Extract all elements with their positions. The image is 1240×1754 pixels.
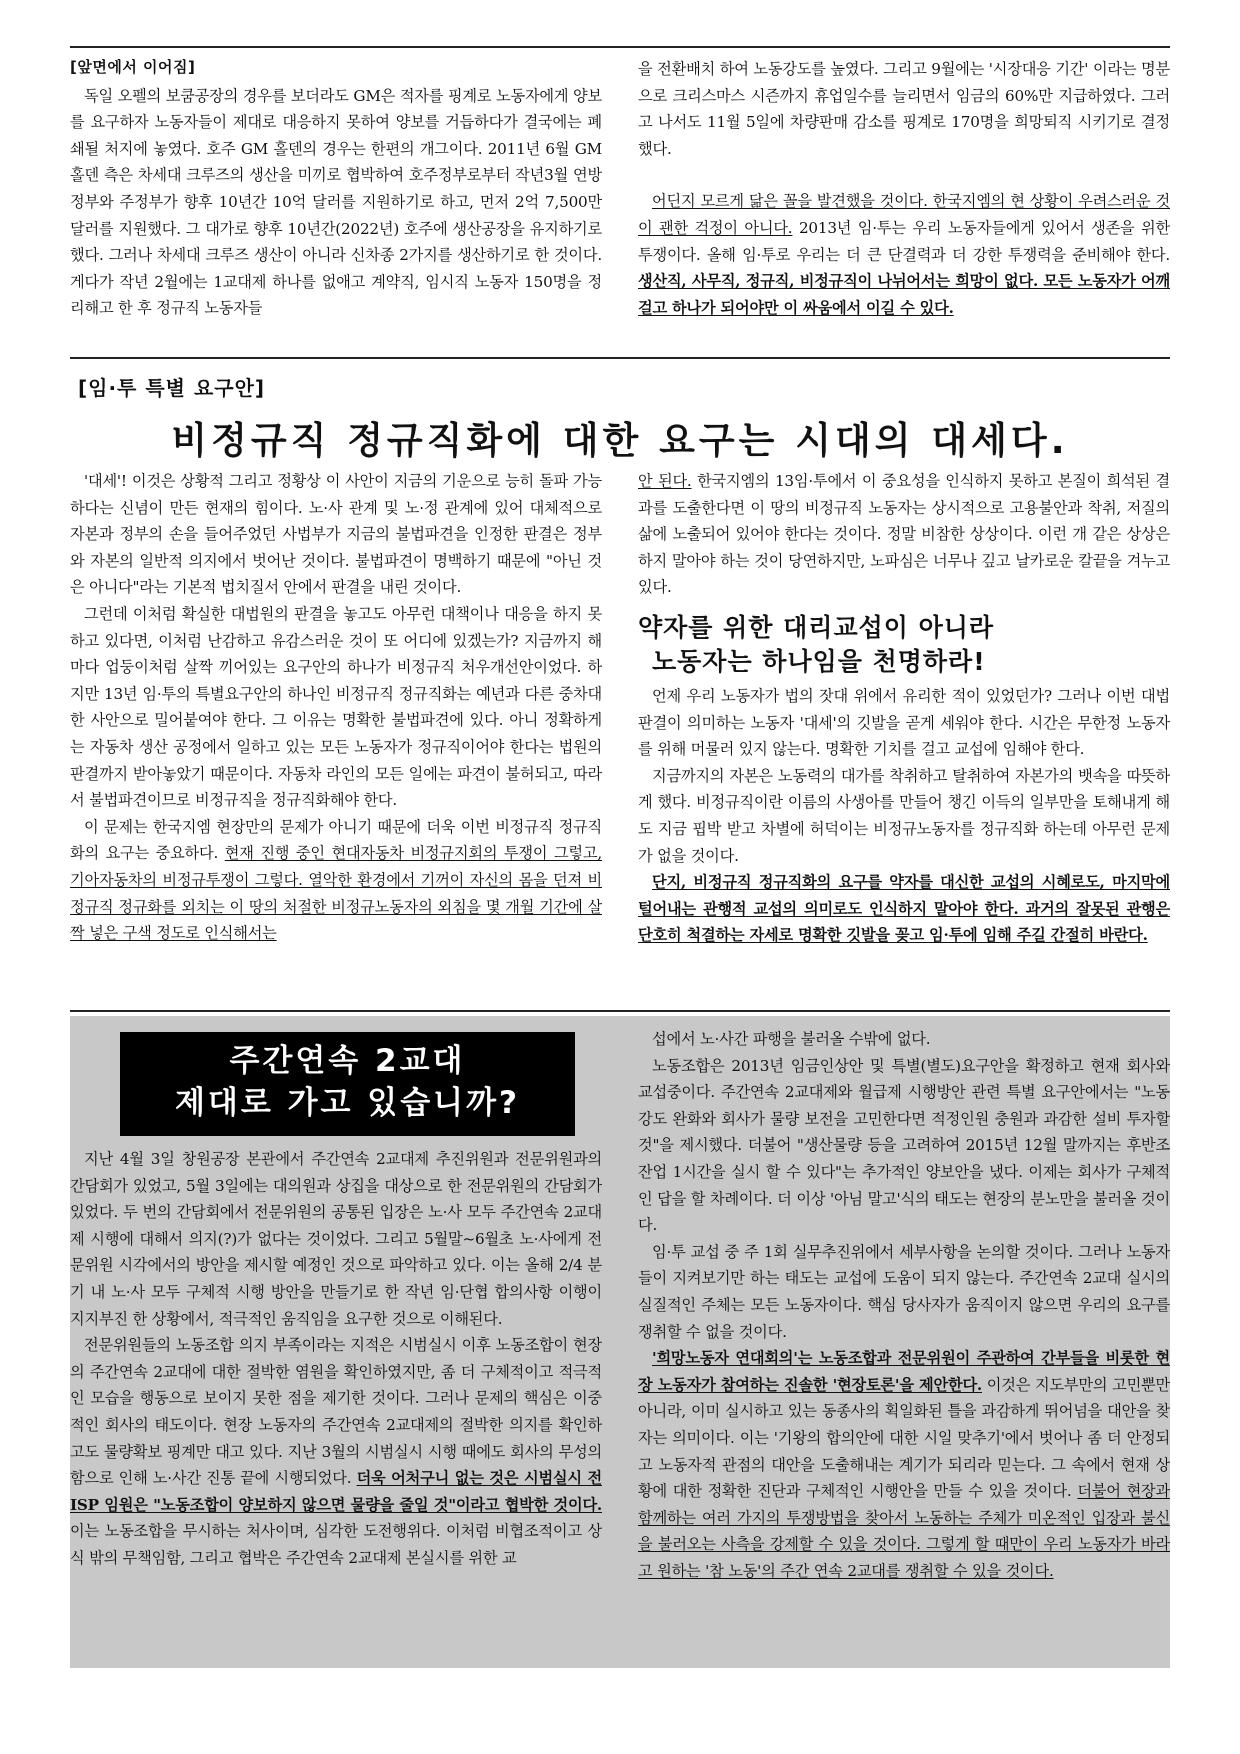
shift-system-title-box	[120, 1032, 575, 1136]
article-left-paragraph-3	[70, 814, 602, 947]
subheading	[638, 611, 1170, 679]
shift-right-p4-bold: '희망노동자 연대회의'는 노동조합과 전문위원이 주관하여 간부들을 비롯한 현장 노동자가 참여하는 진솔한 '현장토론'을 제안한다.	[638, 1349, 1170, 1394]
article-right-paragraph-4: 단지, 비정규직 정규직화의 요구를 약자를 대신한 교섭의 시혜로도, 마지막에 털어내는 관행적 교섭의 의미로도 인식하지 말아야 한다. 과거의 잘못된 관행은 단호히 척결하는 자세로 명확한 깃발을 꽂고 임·투에 임해 주길 간절히 바란다.	[638, 873, 1170, 945]
section-rule-1	[70, 357, 1170, 359]
shift-left-column	[70, 1146, 602, 1572]
article-right-paragraph-3: 지금까지의 자본은 노동력의 대가를 착취하고 탈취하여 자본가의 뱃속을 따뜻하게 했다. 비정규직이란 이름의 사생아를 만들어 챙긴 이득의 일부만을 토해내게 해도 지금 핍박 받고 차별에 허덕이는 비정규노동자를 정규직화 하는데 아무런 문제가 없을 것이다.	[638, 766, 1170, 865]
continued-left-paragraph: 독일 오펠의 보쿰공장의 경우를 보더라도 GM은 적자를 핑계로 노동자에게 양보를 요구하자 노동자들이 제대로 대응하지 못하여 양보를 거듭하다가 결국에는 폐쇄될 처지에 놓였다. 호주 GM 홀덴의 경우는 한편의 개그이다. 2011년 6월 GM 홀덴 측은 차세대 크루즈의 생산을 미끼로 협박하여 호주정부로부터 작년3월 연방정부와 주정부가 향후 10년간 10억 달러를 지원하기로 하고, 먼저 2억 7,500만 달러를 지원했다. 그 대가로 향후 10년간(2022년) 호주에 생산공장을 유지하기로 했다. 그러나 차세대 크루즈 생산이 아니라 신차종 2가지를 생산하기로 한 것이다. 게다가 작년 2월에는 1교대제 하나를 없애고 계약직, 임시직 노동자 150명을 정리해고 한 후 정규직 노동자들	[70, 86, 602, 318]
newsletter-page	[70, 0, 1170, 1754]
shift-right-paragraph-4	[638, 1345, 1170, 1584]
continued-left-column	[70, 54, 602, 322]
article-right-p1-underlined: 안 된다.	[638, 472, 692, 490]
shift-title-line-2: 제대로 가고 있습니까?	[174, 1085, 521, 1121]
shift-left-p2-bold: 더욱 어처구니 없는 것은 시범실시 전 ISP 임원은 "노동조합이 양보하지 않으면 물량을 줄일 것"이라고 협박한 것이다.	[70, 1469, 602, 1514]
shift-right-p4-underlined: 더불어 현장과 함께하는 여러 가지의 투쟁방법을 찾아서 노동하는 주체가 미온적인 입장과 불신을 불러오는 사측을 강제할 수 있을 것이다. 그렇게 할 때만이 우리 노동자가 바라고 원하는 '참 노동'의 주간 연속 2교대를 쟁취할 수 있을 것이다.	[638, 1482, 1170, 1580]
continued-right-paragraph-1: 을 전환배치 하여 노동강도를 높였다. 그리고 9월에는 '시장대응 기간' 이라는 명분으로 크리스마스 시즌까지 휴업일수를 늘리면서 임금의 60%만 지급하였다. 그러고 나서도 11월 5일에 차량판매 감소를 핑계로 170명을 희망퇴직 시키기로 결정했다.	[638, 60, 1170, 158]
continued-right-underlined: 어딘지 모르게 닮은 꼴을 발견했을 것이다. 한국지엠의 현 상황이 우려스러운 것이 괜한 걱정이 아니다.	[638, 192, 1170, 237]
section-rule-2	[70, 1010, 1170, 1012]
shift-right-column	[638, 1026, 1170, 1584]
article-right-p1-plain: 한국지엠의 13임·투에서 이 중요성을 인식하지 못하고 본질이 희석된 결과를 도출한다면 이 땅의 비정규직 노동자는 상시적으로 고용불안과 착취, 저질의 삶에 노출되어 있어야 한다는 것이다. 정말 비참한 상상이다. 이런 개 같은 상상은 하지 말아야 하는 것이 당연하지만, 노파심은 너무나 깊고 날카로운 칼끝을 겨누고 있다.	[638, 472, 1170, 597]
subheading-line-1: 약자를 위한 대리교섭이 아니라	[638, 612, 995, 642]
shift-right-paragraph-1: 섭에서 노·사간 파행을 불러올 수밖에 없다.	[652, 1030, 931, 1048]
shift-left-paragraph-1: 지난 4월 3일 창원공장 본관에서 주간연속 2교대제 추진위원과 전문위원과의 간담회가 있었고, 5월 3일에는 대의원과 상집을 대상으로 한 전문위원의 간담회가 있었다. 두 번의 간담회에서 전문위원의 공통된 입장은 노·사 모두 주간연속 2교대제 시행에 대해서 의지(?)가 없다는 것이었다. 그리고 5월말~6월초 노·사에게 전문위원 시각에서의 방안을 제시할 예정인 것으로 파악하고 있다. 이는 올해 2/4 분기 내 노·사 모두 구체적 시행 방안을 만들기로 한 작년 임·단협 합의사항 이행이 지지부진 한 상황에서, 적극적인 움직임을 요구한 것으로 이해된다.	[70, 1150, 602, 1328]
continued-tag: [앞면에서 이어짐]	[70, 58, 196, 76]
article-left-p3-plain: 이 문제는 한국지엠 현장만의 문제가 아니기 때문에 더욱 이번 비정규직 정규직화의 요구는 중요하다.	[70, 817, 602, 863]
article-left-column	[70, 468, 602, 947]
shift-left-paragraph-2	[70, 1332, 602, 1571]
article-right-paragraph-1	[638, 468, 1170, 601]
shift-right-paragraph-3: 임·투 교섭 중 주 1회 실무추진위에서 세부사항을 논의할 것이다. 그러나 노동자들이 지켜보기만 하는 태도는 교섭에 도움이 되지 않는다. 주간연속 2교대 실시의 실질적인 주체는 모든 노동자이다. 핵심 당사자가 움직이지 않으면 우리의 요구를 쟁취할 수 없을 것이다.	[638, 1242, 1170, 1341]
shift-right-p4-plain: 이것은 지도부만의 고민뿐만 아니라, 이미 실시하고 있는 동종사의 획일화된 틀을 과감하게 뛰어넘을 대안을 찾자는 의미이다. 이는 '기왕의 합의안에 대한 시일 맞추기'에서 벗어나 좀 더 안정되고 노동자적 관점의 대안을 도출해내는 계기가 되리라 믿는다. 그 속에서 현재 상황에 대한 정확한 진단과 구체적인 시행안을 만들 수 있을 것이다.	[638, 1375, 1170, 1501]
article-left-paragraph-2: 그런데 이처럼 확실한 대법원의 판결을 놓고도 아무런 대책이나 대응을 하지 못하고 있다면, 이처럼 난감하고 유감스러운 것이 또 어디에 있겠는가? 지금까지 해마다 업둥이처럼 살짝 끼어있는 요구안의 하나가 비정규직 처우개선안이었다. 하지만 13년 임·투의 특별요구안의 하나인 비정규직 정규직화는 예년과 다른 중차대한 사안으로 밀어붙여야 한다. 그 이유는 명확한 불법파견에 있다. 아니 정확하게는 자동차 생산 공정에서 일하고 있는 모든 노동자가 정규직이어야 한다는 법원의 판결까지 받아놓았기 때문이다. 자동차 라인의 모든 일에는 파견이 불허되고, 따라서 불법파견이므로 비정규직을 정규직화해야 한다.	[70, 604, 602, 810]
article-section	[70, 468, 1170, 1008]
continued-right-paragraph-2	[638, 188, 1170, 321]
shift-left-p2-rest: 이는 노동조합을 무시하는 처사이며, 심각한 도전행위다. 이처럼 비협조적이고 상식 밖의 무책임함, 그리고 협박은 주간연속 2교대제 본실시를 위한 교	[70, 1522, 602, 1567]
continued-right-plain: 2013년 임·투는 우리 노동자들에게 있어서 생존을 위한 투쟁이다. 올해 임·투로 우리는 더 큰 단결력과 더 강한 투쟁력을 준비해야 한다.	[638, 218, 1170, 264]
continued-section	[70, 54, 1170, 364]
shift-left-p2-plain: 전문위원들의 노동조합 의지 부족이라는 지적은 시범실시 이후 노동조합이 현장의 주간연속 2교대에 대한 절박한 염원을 확인하였지만, 좀 더 구체적이고 적극적인 모습을 행동으로 보이지 못한 점을 제기한 것이다. 그러나 문제의 핵심은 이중적인 회사의 태도이다. 현장 노동자의 주간연속 2교대제의 절박한 의지를 확인하고도 물량확보 핑계만 대고 있다. 지난 3월의 시범실시 시행 때에도 회사의 무성의함으로 인해 노·사간 진통 끝에 시행되었다.	[70, 1336, 602, 1488]
shift-right-paragraph-2: 노동조합은 2013년 임금인상안 및 특별(별도)요구안을 확정하고 현재 회사와 교섭중이다. 주간연속 2교대제와 월급제 시행방안 관련 특별 요구안에서는 "노동강도 완화와 회사가 물량 보전을 고민한다면 적정인원 충원과 과감한 설비 투자할 것"을 제시했다. 더불어 "생산물량 등을 고려하여 2015년 12월 말까지는 후반조 잔업 1시간을 실시 할 수 있다"는 추가적인 양보안을 냈다. 이제는 회사가 구체적인 답을 할 차례이다. 더 이상 '아님 말고'식의 태도는 현장의 분노만을 불러올 것이다.	[638, 1056, 1170, 1235]
article-left-p3-underlined: 현재 진행 중인 현대자동차 비정규지회의 투쟁이 그렇고, 기아자동차의 비정규투쟁이 그렇다. 열악한 환경에서 기꺼이 자신의 몸을 던져 비정규직 정규화를 외치는 이 땅의 처절한 비정규노동자의 외침을 몇 개월 기간에 살짝 넣은 구색 정도로 인식해서는	[70, 844, 602, 943]
shift-title-line-1: 주간연속 2교대	[229, 1043, 466, 1079]
headline: 비정규직 정규직화에 대한 요구는 시대의 대세다.	[171, 419, 1069, 462]
section-label: [임·투 특별 요구안]	[78, 376, 266, 400]
top-rule	[70, 46, 1170, 48]
article-right-paragraph-2: 언제 우리 노동자가 법의 잣대 위에서 유리한 적이 있었던가? 그러나 이번 대법판결이 의미하는 노동자 '대세'의 깃발을 곧게 세워야 한다. 시간은 무한정 노동자를 위해 머물러 있지 않는다. 명확한 기치를 걸고 교섭에 임해야 한다.	[638, 686, 1170, 759]
subheading-line-2: 노동자는 하나임을 천명하라!	[652, 646, 986, 676]
continued-right-column	[638, 56, 1170, 321]
article-left-paragraph-1: '대세'! 이것은 상황적 그리고 정황상 이 사안이 지금의 기운으로 능히 돌파 가능하다는 신념이 만든 현재의 힘이다. 노·사 관계 및 노·정 관계에 있어 대체적으로 자본과 정부의 손을 들어주었던 사법부가 지금의 불법파견을 인정한 판결은 정부와 자본의 일반적 의지에서 벗어난 것이다. 불법파견이 명백하기 때문에 "아닌 것은 아니다"라는 기본적 법치질서 안에서 판결을 내린 것이다.	[70, 472, 602, 597]
continued-right-bold: 생산직, 사무직, 정규직, 비정규직이 나뉘어서는 희망이 없다. 모든 노동자가 어깨 걸고 하나가 되어야만 이 싸움에서 이길 수 있다.	[638, 272, 1170, 317]
article-right-column	[638, 468, 1170, 949]
